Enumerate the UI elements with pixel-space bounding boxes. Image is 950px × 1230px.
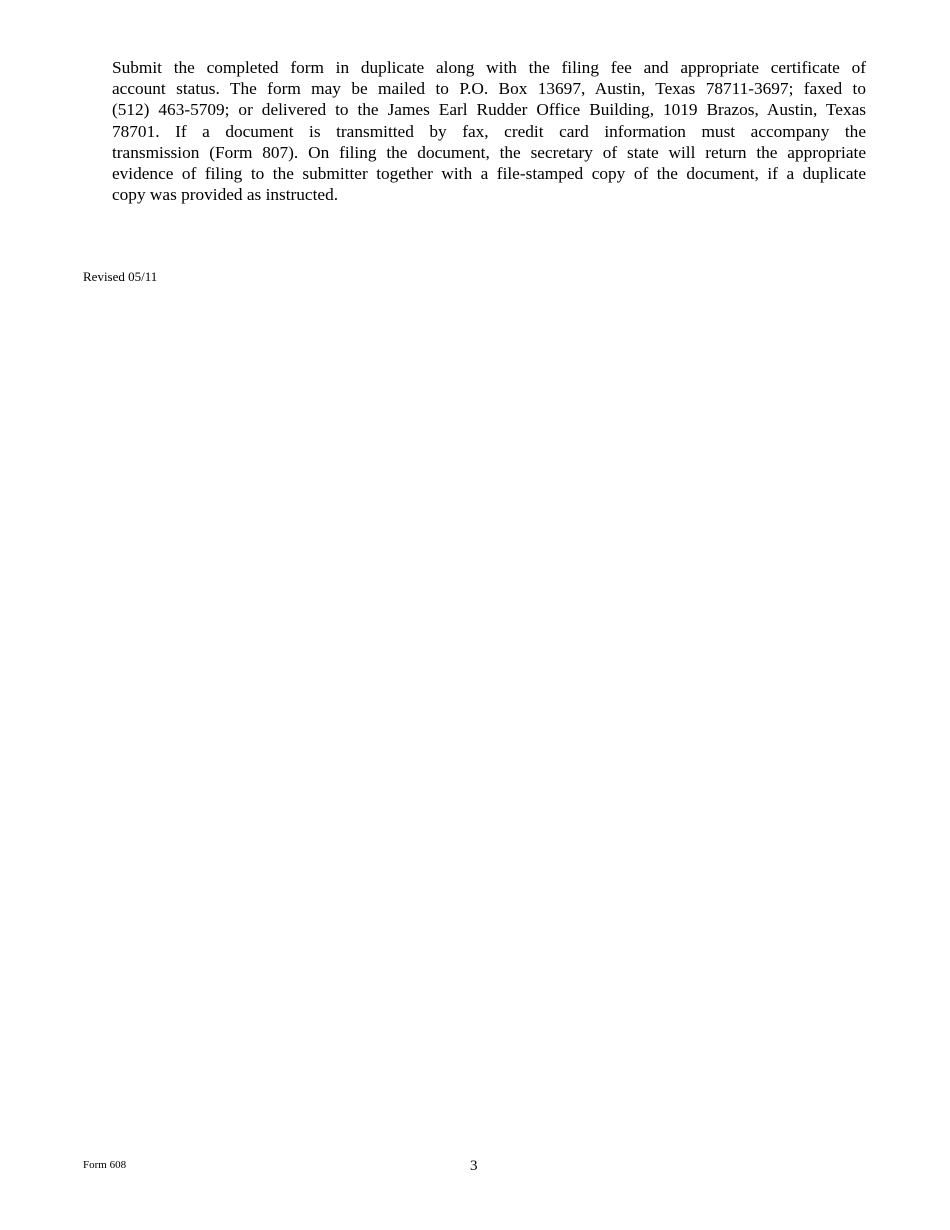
paragraph-line: 78701. If a document is transmitted by fax, credit card information must accompany the xyxy=(112,121,866,141)
instructions-paragraph xyxy=(112,57,866,205)
form-number: Form 608 xyxy=(83,1159,127,1171)
paragraph-line: evidence of filing to the submitter together with a file-stamped copy of the document, if a duplicate xyxy=(112,164,866,184)
paragraph-line: copy was provided as instructed. xyxy=(112,185,339,205)
paragraph-line: transmission (Form 807). On filing the document, the secretary of state will return the appropriate xyxy=(112,142,866,162)
paragraph-line: account status. The form may be mailed to P.O. Box 13697, Austin, Texas 78711-3697; faxed to xyxy=(112,79,866,99)
page-number: 3 xyxy=(470,1158,478,1174)
revision-date: Revised 05/11 xyxy=(83,269,158,284)
paragraph-line: (512) 463-5709; or delivered to the James Earl Rudder Office Building, 1019 Brazos, Austin, Texas xyxy=(112,100,866,120)
paragraph-line: Submit the completed form in duplicate along with the filing fee and appropriate certificate of xyxy=(112,58,866,77)
